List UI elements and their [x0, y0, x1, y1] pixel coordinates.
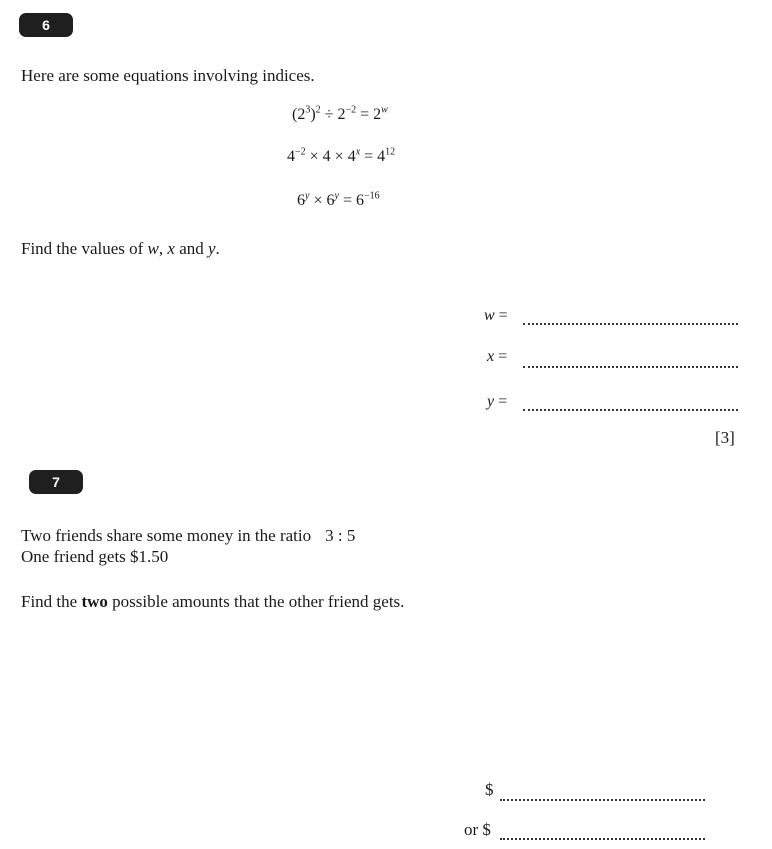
q6-find-values-text: Find the values of w, x and y. — [21, 239, 220, 258]
q7-find-text: Find the two possible amounts that the other friend gets. — [21, 592, 405, 611]
q6-answer-y-line[interactable] — [523, 409, 738, 411]
q6-equation-2: $4^{-2} \times 4 \times 4^x = 4^{12}$ — [287, 146, 396, 165]
question-6-number-badge: 6 — [19, 13, 73, 37]
q6-marks: [3] — [715, 428, 735, 447]
q6-answer-w-line[interactable] — [523, 323, 738, 325]
q7-amount-text: One friend gets $1.50 — [21, 547, 169, 566]
q6-answer-w-label: w = — [484, 307, 508, 324]
q7-answer-1-line[interactable] — [500, 799, 705, 801]
q7-answer-2-line[interactable] — [500, 838, 705, 840]
question-7-number-badge: 7 — [29, 470, 83, 494]
q6-answer-x-label: x = — [487, 348, 508, 365]
q7-answer-1-label: $ — [485, 780, 494, 799]
q6-answer-x-line[interactable] — [523, 366, 738, 368]
q7-answer-2-label: or $ — [464, 820, 491, 839]
q6-equation-3: $6^y \times 6^y = 6^{-16}$ — [297, 190, 380, 209]
q6-answer-y-label: y = — [487, 393, 508, 410]
q6-intro-text: Here are some equations involving indices. — [21, 66, 315, 85]
q7-ratio-text: Two friends share some money in the ratio 3 : 5 — [21, 526, 356, 545]
q6-equation-1: $(2^3)^2 \div 2^{-2} = 2^w$ — [292, 104, 388, 123]
